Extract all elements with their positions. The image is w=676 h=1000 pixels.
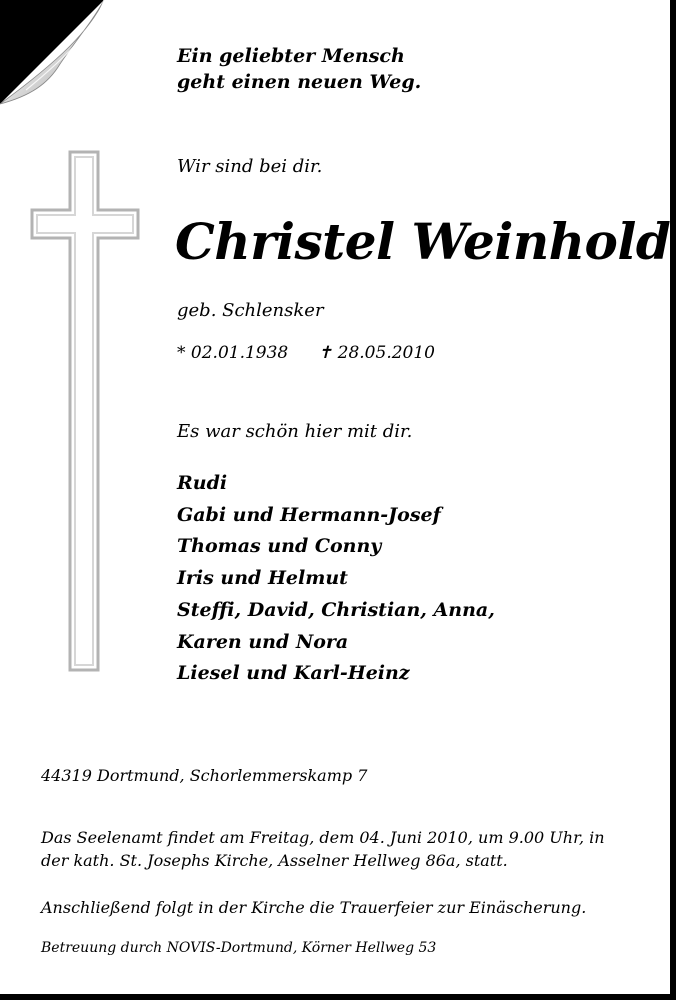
page-curl-icon [0,0,110,110]
mourner-item: Rudi [177,472,228,494]
mourner-item: Karen und Nora [177,630,349,653]
maiden-name: geb. Schlensker [177,300,324,321]
mourner-item: Steffi, David, Christian, Anna, [177,598,495,621]
mourners-list [177,468,495,690]
mourner-item: Thomas und Conny [177,535,382,558]
death-date: ✝ 28.05.2010 [318,343,435,363]
motto [177,43,421,95]
motto-line-1: Ein geliebter Mensch [177,45,405,67]
ceremony-info: Anschließend folgt in der Kirche die Trauerfeier zur Einäscherung. [41,898,587,917]
funeral-care-info: Betreuung durch NOVIS-Dortmund, Körner Hellweg 53 [41,940,437,956]
farewell-text: Es war schön hier mit dir. [177,421,413,442]
birth-date: * 02.01.1938 [177,343,289,363]
address: 44319 Dortmund, Schorlemmerskamp 7 [41,766,368,785]
service-info [41,826,605,872]
motto-line-2: geht einen neuen Weg. [177,71,422,93]
cross-outline-icon [30,150,142,675]
service-line-2: der kath. St. Josephs Kirche, Asselner Hellweg 86a, statt. [41,851,508,870]
deceased-name: Christel Weinhold [175,212,671,271]
mourner-item: Iris und Helmut [177,567,348,590]
mourner-item: Gabi und Hermann-Josef [177,503,441,526]
mourner-item: Liesel und Karl-Heinz [177,662,410,685]
intro-text: Wir sind bei dir. [177,156,323,177]
service-line-1: Das Seelenamt findet am Freitag, dem 04. Juni 2010, um 9.00 Uhr, in [41,828,605,847]
